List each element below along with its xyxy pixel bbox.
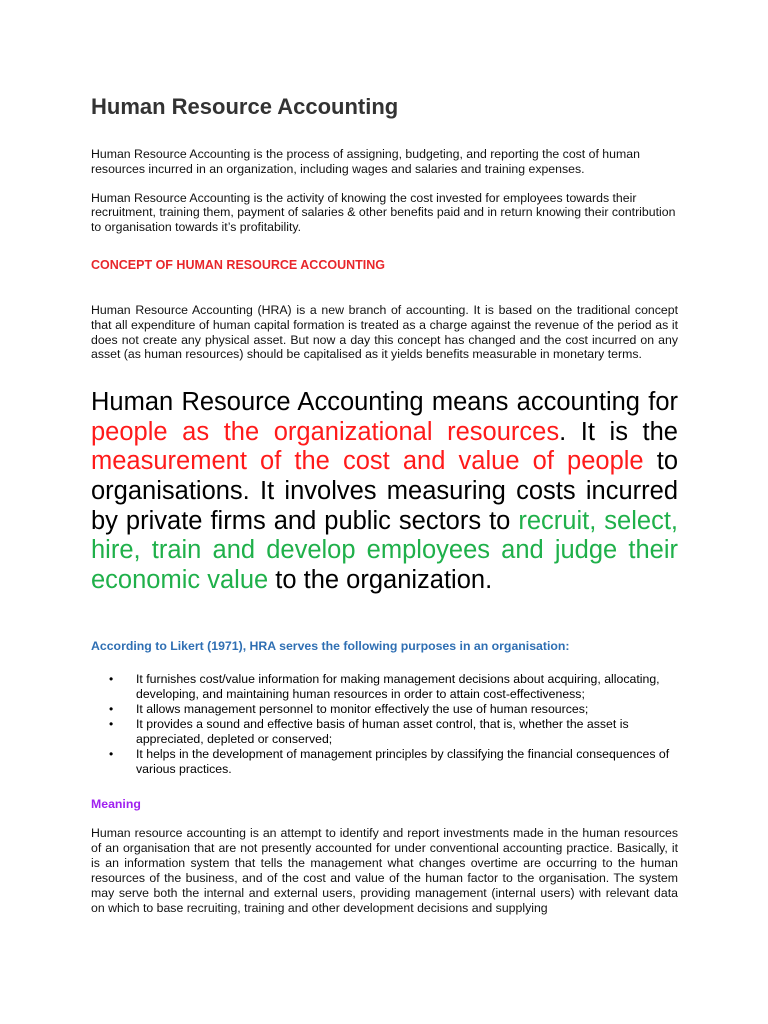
list-item [109, 672, 678, 702]
bullet-icon: • [109, 702, 114, 717]
likert-heading: According to Likert (1971), HRA serves the following purposes in an organisation: [91, 639, 570, 654]
intro-paragraph-2: Human Resource Accounting is the activity of knowing the cost invested for employees towards their recruitment, training them, payment of salaries & other benefits paid and in return knowing their contribution to organisation towards it’s profitability. [91, 190, 676, 235]
list-item [109, 747, 678, 777]
intro-paragraph-1: Human Resource Accounting is the process of assigning, budgeting, and reporting the cost of human resources incurred in an organization, including wages and salaries and training expenses. [91, 147, 640, 176]
highlight-red-measurement: measurement of the cost and value of people [91, 447, 644, 476]
meaning-heading: Meaning [91, 797, 141, 812]
highlight-red-people: people as the organizational resources [91, 417, 560, 446]
highlight-green-recruit: recruit, select, hire, train and develop employees and judge their economic value [91, 506, 678, 594]
list-item [109, 717, 678, 747]
list-item [109, 702, 678, 717]
highlight-text-1: Human Resource Accounting means accounting for [91, 388, 678, 417]
bullet-icon: • [109, 717, 114, 732]
bullet-icon: • [109, 672, 114, 687]
list-item-text: It allows management personnel to monitor effectively the use of human resources; [136, 702, 589, 717]
concept-paragraph: Human Resource Accounting (HRA) is a new branch of accounting. It is based on the traditional concept that all expenditure of human capital formation is treated as a charge against the revenue of the period as it does not create any physical asset. But now a day this concept has changed and the cost incurred on any asset (as human resources) should be capitalised as it yields benefits measurable in monetary terms. [91, 302, 678, 362]
meaning-paragraph: Human resource accounting is an attempt to identify and report investments made in the human resources of an organisation that are not presently accounted for under conventional accounting practice. Basically, it is an information system that tells the management what changes overtime are occurring to the human resources of the business, and of the cost and value of the human factor to the organisation. The system may serve both the internal and external users, providing management (internal users) with relevant data on which to base recruiting, training and other development decisions and supplying [91, 826, 678, 916]
concept-heading: CONCEPT OF HUMAN RESOURCE ACCOUNTING [91, 257, 385, 272]
highlight-text-3: to organisations. It involves measuring costs incurred by private firms and public sectors to [91, 447, 678, 535]
list-item-text: It provides a sound and effective basis of human asset control, that is, whether the asset is appreciated, depleted or conserved; [136, 717, 629, 747]
list-item-text: It helps in the development of management principles by classifying the financial consequences of various practices. [136, 747, 670, 777]
highlight-paragraph [91, 388, 678, 595]
page-title: Human Resource Accounting [91, 94, 399, 119]
purposes-list [91, 672, 678, 777]
bullet-icon: • [109, 747, 114, 762]
list-item-text: It furnishes cost/value information for making management decisions about acquiring, allocating, developing, and maintaining human resources in order to attain cost-effectiveness; [136, 672, 660, 702]
highlight-text-2: . It is the [559, 417, 678, 446]
highlight-text-4: to the organization. [268, 565, 493, 594]
